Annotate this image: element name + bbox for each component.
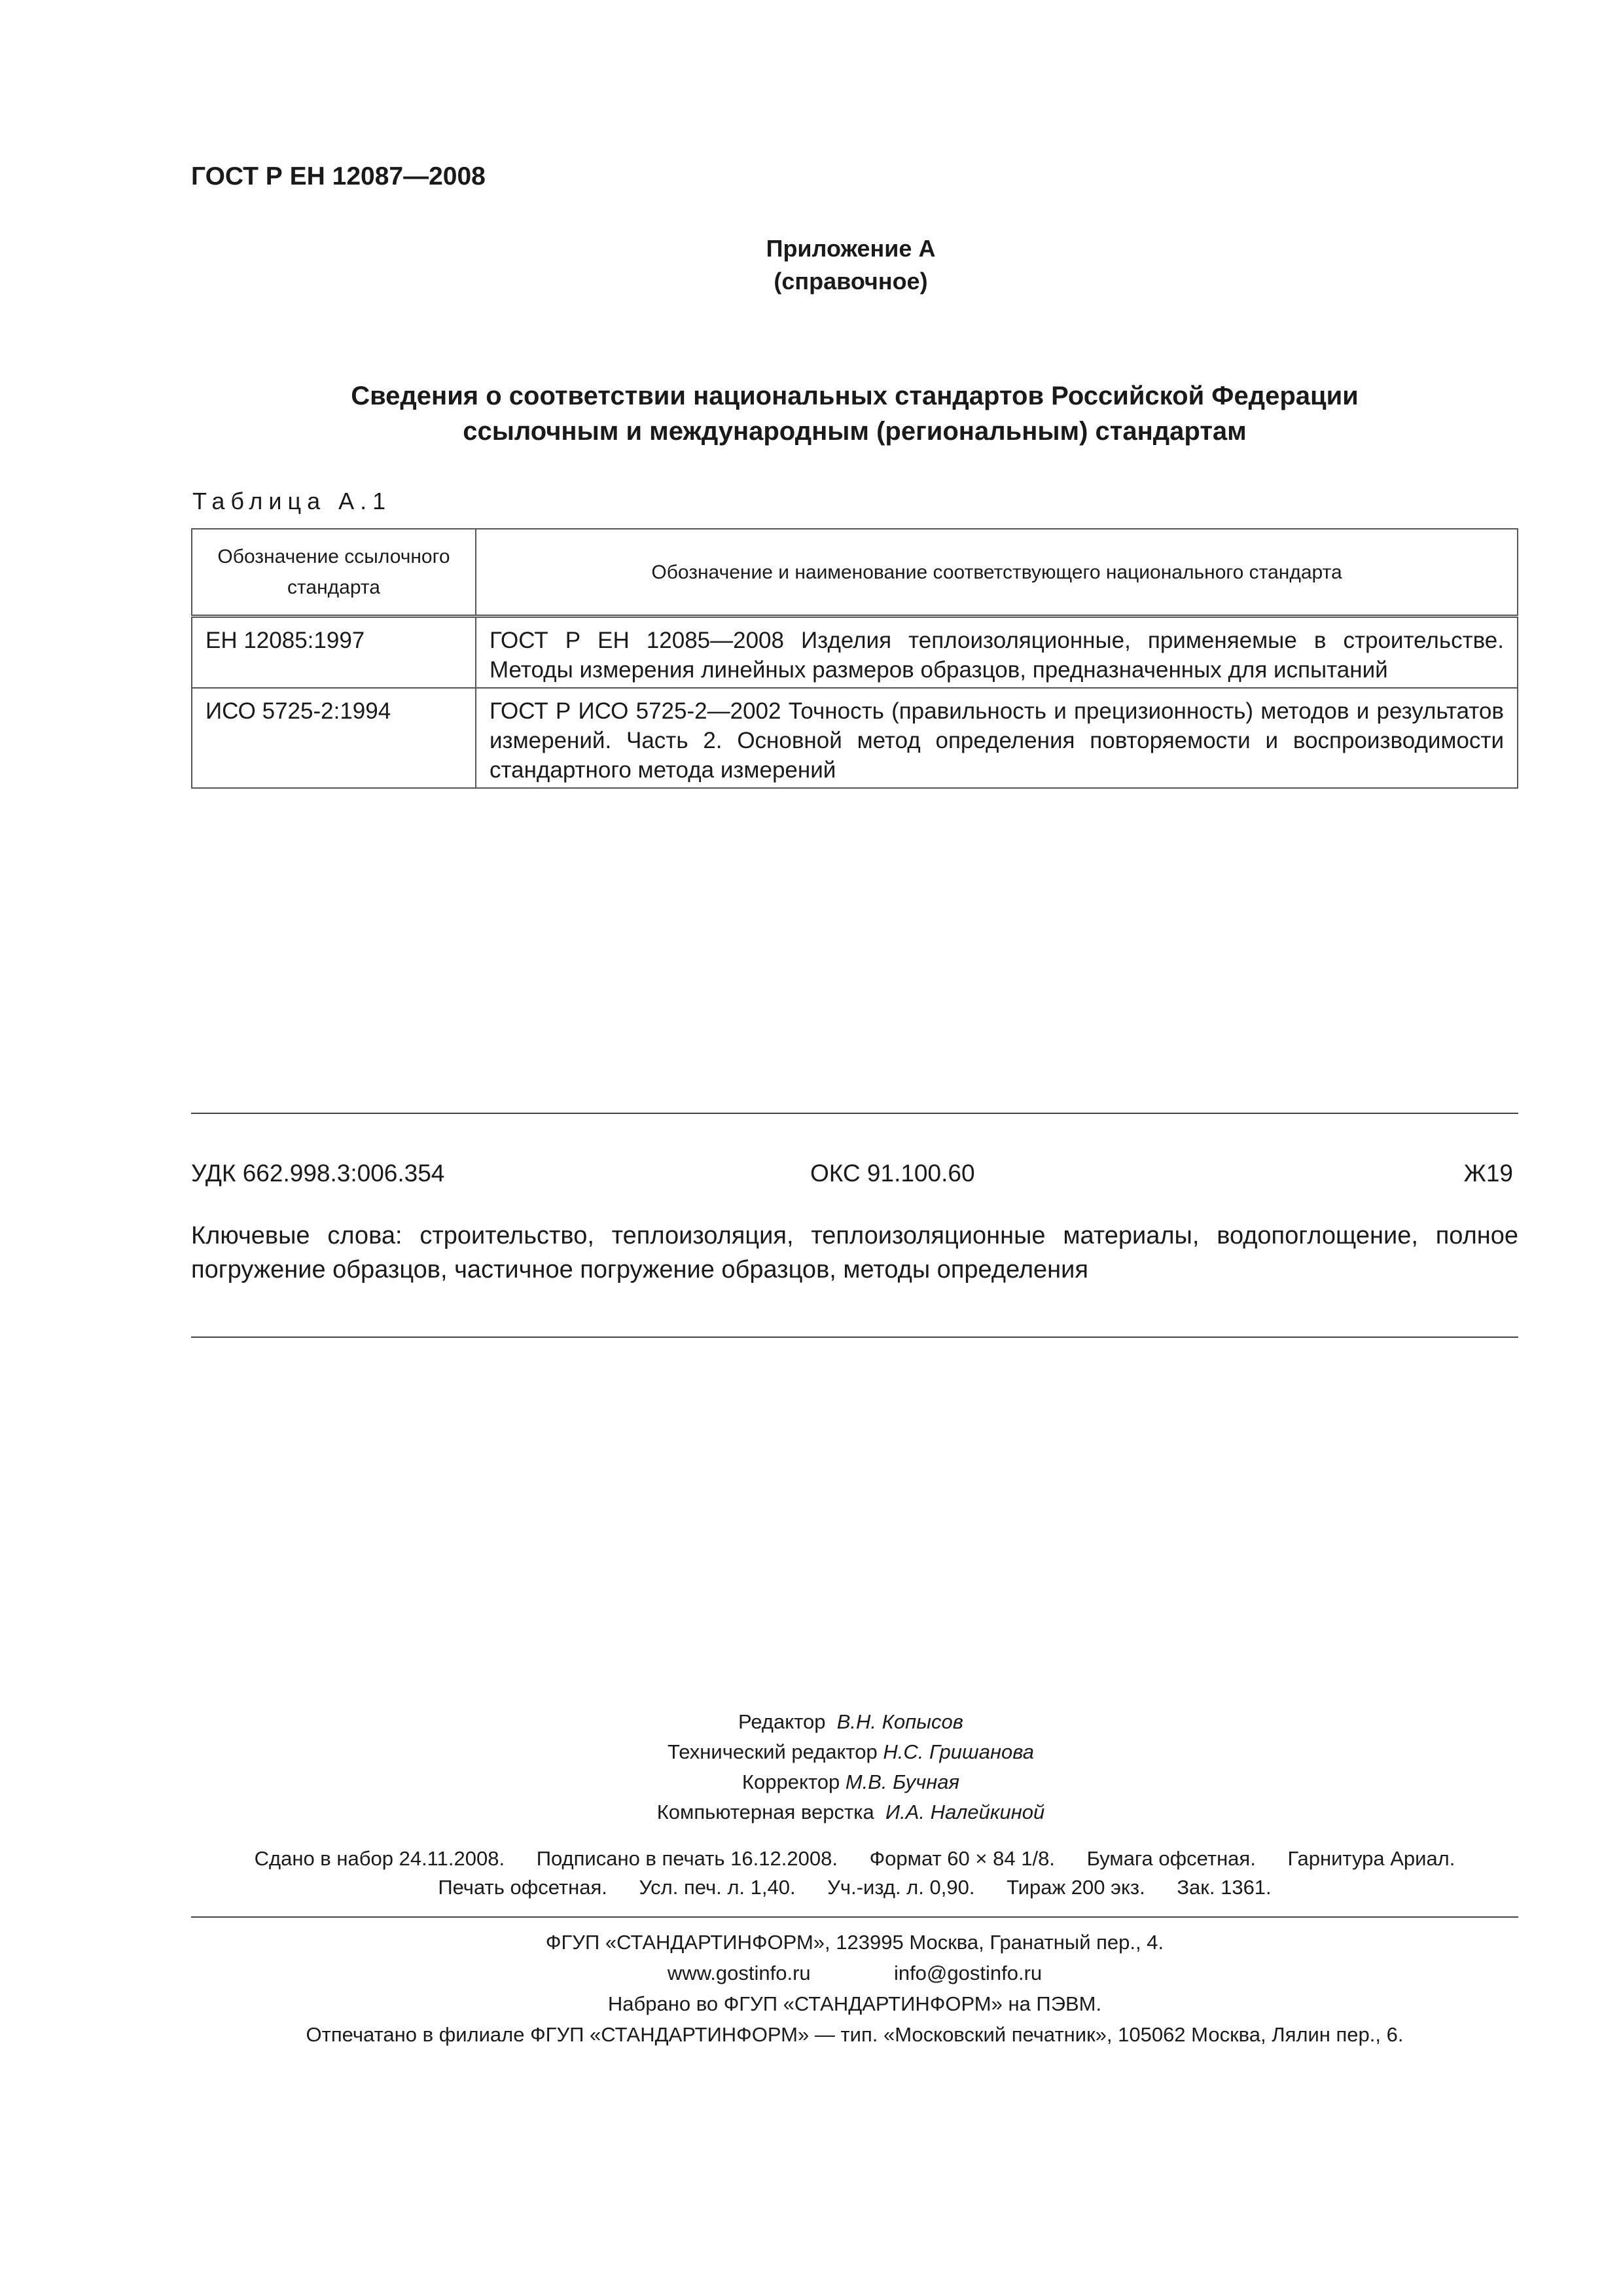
udk-code: УДК 662.998.3:006.354: [191, 1160, 445, 1187]
table-row: [192, 688, 1518, 788]
credit-line: [0, 1707, 1623, 1737]
table-header-cell: Обозначение ссылочного стандарта: [192, 529, 476, 617]
credit-name: М.В. Бучная: [845, 1770, 960, 1793]
credit-name: В.Н. Копысов: [836, 1710, 963, 1733]
appendix-title: Приложение А: [766, 235, 936, 262]
section-title-line1: Сведения о соответствии национальных стандартов Российской Федерации: [351, 382, 1359, 410]
publisher-address: ФГУП «СТАНДАРТИНФОРМ», 123995 Москва, Гранатный пер., 4.: [545, 1931, 1164, 1954]
table-row: [192, 617, 1518, 689]
table-cell: ЕН 12085:1997: [192, 617, 476, 689]
print-info-item: Тираж 200 экз.: [1007, 1876, 1145, 1899]
table-cell: ИСО 5725-2:1994: [192, 688, 476, 788]
print-info-item: Подписано в печать 16.12.2008.: [536, 1847, 838, 1870]
print-info-line: [191, 1844, 1518, 1873]
credit-name: Н.С. Гришанова: [883, 1740, 1034, 1763]
print-info-item: Формат 60 × 84 1/8.: [869, 1847, 1055, 1870]
credit-role: Технический редактор: [668, 1740, 878, 1763]
print-info-item: Усл. печ. л. 1,40.: [639, 1876, 796, 1899]
keywords: Ключевые слова: строительство, теплоизоляция, теплоизоляционные материалы, водопоглощение, полное погружение образцов, частичное погружение образцов, методы определения: [191, 1222, 1518, 1283]
divider: [191, 1336, 1518, 1338]
table-label: Таблица А.1: [192, 488, 392, 514]
print-info-item: Уч.-изд. л. 0,90.: [827, 1876, 975, 1899]
table-cell: ГОСТ Р ЕН 12085—2008 Изделия теплоизоляционные, применяемые в строительстве. Методы измерения линейных размеров образцов, предназначенных для испытаний: [476, 617, 1518, 689]
credit-line: [0, 1737, 1623, 1767]
divider: [191, 1916, 1518, 1918]
print-info-line: [191, 1873, 1518, 1902]
print-info-item: Печать офсетная.: [438, 1876, 607, 1899]
appendix-note: (справочное): [774, 268, 928, 295]
table-header-cell: Обозначение и наименование соответствующего национального стандарта: [476, 529, 1518, 617]
reference-table: [191, 528, 1518, 789]
publisher-email[interactable]: info@gostinfo.ru: [893, 1962, 1043, 1984]
credit-role: Компьютерная верстка: [656, 1801, 874, 1823]
print-info-item: Сдано в набор 24.11.2008.: [254, 1847, 505, 1870]
publisher-website[interactable]: www.gostinfo.ru: [667, 1962, 811, 1984]
divider: [191, 1113, 1518, 1114]
credit-role: Корректор: [741, 1770, 840, 1793]
print-info-item: Гарнитура Ариал.: [1287, 1847, 1455, 1870]
credit-line: [0, 1767, 1623, 1797]
typesetting-note: Набрано во ФГУП «СТАНДАРТИНФОРМ» на ПЭВМ.: [607, 1992, 1102, 2015]
section-title-line2: ссылочным и международным (региональным) стандартам: [463, 417, 1247, 446]
oks-code: ОКС 91.100.60: [810, 1160, 975, 1187]
print-info-item: Бумага офсетная.: [1086, 1847, 1256, 1870]
print-info-item: Зак. 1361.: [1177, 1876, 1272, 1899]
table-header-row: [192, 529, 1518, 617]
document-id: ГОСТ Р ЕН 12087—2008: [191, 162, 486, 190]
credits: [0, 1707, 1623, 1827]
group-code: Ж19: [1463, 1160, 1513, 1187]
print-info: [191, 1844, 1518, 1902]
publisher-contacts: [191, 1958, 1518, 1988]
credit-name: И.А. Налейкиной: [885, 1801, 1045, 1823]
table-cell: ГОСТ Р ИСО 5725-2—2002 Точность (правильность и прецизионность) методов и результатов измерений. Часть 2. Основной метод определения повторяемости и воспроизводимости стандартного метода измерений: [476, 688, 1518, 788]
publisher-info: [191, 1927, 1518, 2050]
printing-note: Отпечатано в филиале ФГУП «СТАНДАРТИНФОРМ» — тип. «Московский печатник», 105062 Москва, Лялин пер., 6.: [306, 2023, 1404, 2046]
credit-role: Редактор: [738, 1710, 826, 1733]
credit-line: [0, 1797, 1623, 1827]
section-title: [191, 378, 1518, 449]
